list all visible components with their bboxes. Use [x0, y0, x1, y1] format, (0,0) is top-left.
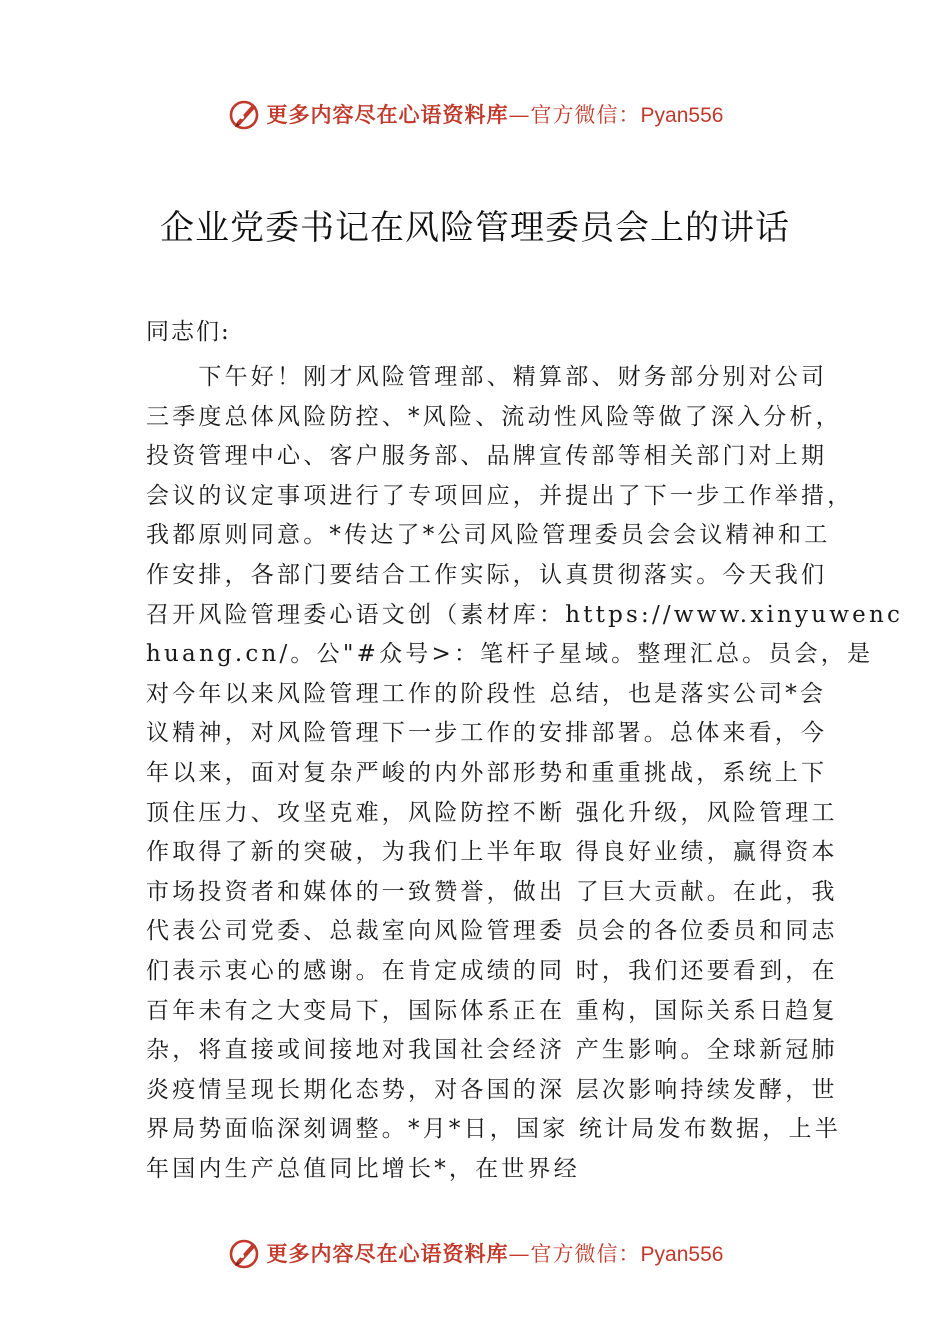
banner-wechat-id: Pyan556 — [640, 1243, 724, 1266]
body-text-line: huang.cn/。公"#众号>：笔杆子星域。整理汇总。员会，是 — [146, 641, 874, 668]
body-text-line: 们表示衷心的感谢。在肯定成绩的同 时，我们还要看到，在 — [146, 957, 838, 984]
body-text-line: 代表公司党委、总裁室向风险管理委 员会的各位委员和同志 — [146, 918, 838, 945]
body-text-line: 顶住压力、攻坚克难，风险防控不断 强化升级，风险管理工 — [146, 799, 838, 826]
body-text-line: 炎疫情呈现长期化态势，对各国的深 层次影响持续发酵，世 — [146, 1076, 838, 1103]
banner-separator: — — [508, 103, 531, 127]
body-text-line: 会议的议定事项进行了专项回应，并提出了下一步工作举措， — [146, 482, 854, 509]
body-text-line: 我都原则同意。*传达了*公司风险管理委员会会议精神和工 — [146, 522, 831, 549]
body-text-line: 对今年以来风险管理工作的阶段性 总结，也是落实公司*会 — [146, 680, 827, 707]
body-text-line: 界局势面临深刻调整。*月*日，国家 统计局发布数据，上半 — [146, 1116, 841, 1143]
banner-wechat-id: Pyan556 — [640, 104, 724, 127]
footer-watermark-banner — [0, 1233, 950, 1273]
body-text-line: 市场投资者和媒体的一致赞誉，做出 了巨大贡献。在此，我 — [146, 878, 838, 905]
pen-logo-icon — [227, 96, 263, 132]
banner-main-text: 更多内容尽在心语资料库 — [266, 1241, 509, 1266]
banner-separator: — — [508, 1242, 531, 1266]
body-text-line: 作安排，各部门要结合工作实际，认真贯彻落实。今天我们 — [146, 561, 828, 588]
banner-wechat-label: 官方微信： — [530, 103, 641, 127]
body-text-line: 召开风险管理委心语文创（素材库：https://www.xinyuwenc — [146, 601, 904, 628]
document-title: 企业党委书记在风险管理委员会上的讲话 — [160, 208, 790, 248]
banner-wechat-label: 官方微信： — [530, 1242, 641, 1266]
header-watermark-banner — [0, 94, 950, 134]
body-text-line: 三季度总体风险防控、*风险、流动性风险等做了深入分析， — [146, 403, 842, 430]
body-text-line: 百年未有之大变局下，国际体系正在 重构，国际关系日趋复 — [146, 997, 838, 1024]
body-text-line: 杂，将直接或间接地对我国社会经济 产生影响。全球新冠肺 — [146, 1037, 838, 1064]
body-text-line: 投资管理中心、客户服务部、品牌宣传部等相关部门对上期 — [146, 443, 828, 470]
body-text-line: 年国内生产总值同比增长*，在世界经 — [146, 1155, 580, 1182]
body-text-line: 下午好！刚才风险管理部、精算部、财务部分别对公司 — [146, 364, 828, 390]
body-text-line: 作取得了新的突破，为我们上半年取 得良好业绩，赢得资本 — [146, 839, 838, 866]
banner-main-text: 更多内容尽在心语资料库 — [266, 102, 509, 127]
body-text-line: 议精神，对风险管理下一步工作的安排部署。总体来看，今 — [146, 720, 828, 747]
pen-logo-icon — [227, 1235, 263, 1271]
salutation: 同志们: — [146, 319, 231, 345]
speech-body — [146, 358, 904, 1189]
body-text-line: 年以来，面对复杂严峻的内外部形势和重重挑战，系统上下 — [146, 759, 828, 786]
